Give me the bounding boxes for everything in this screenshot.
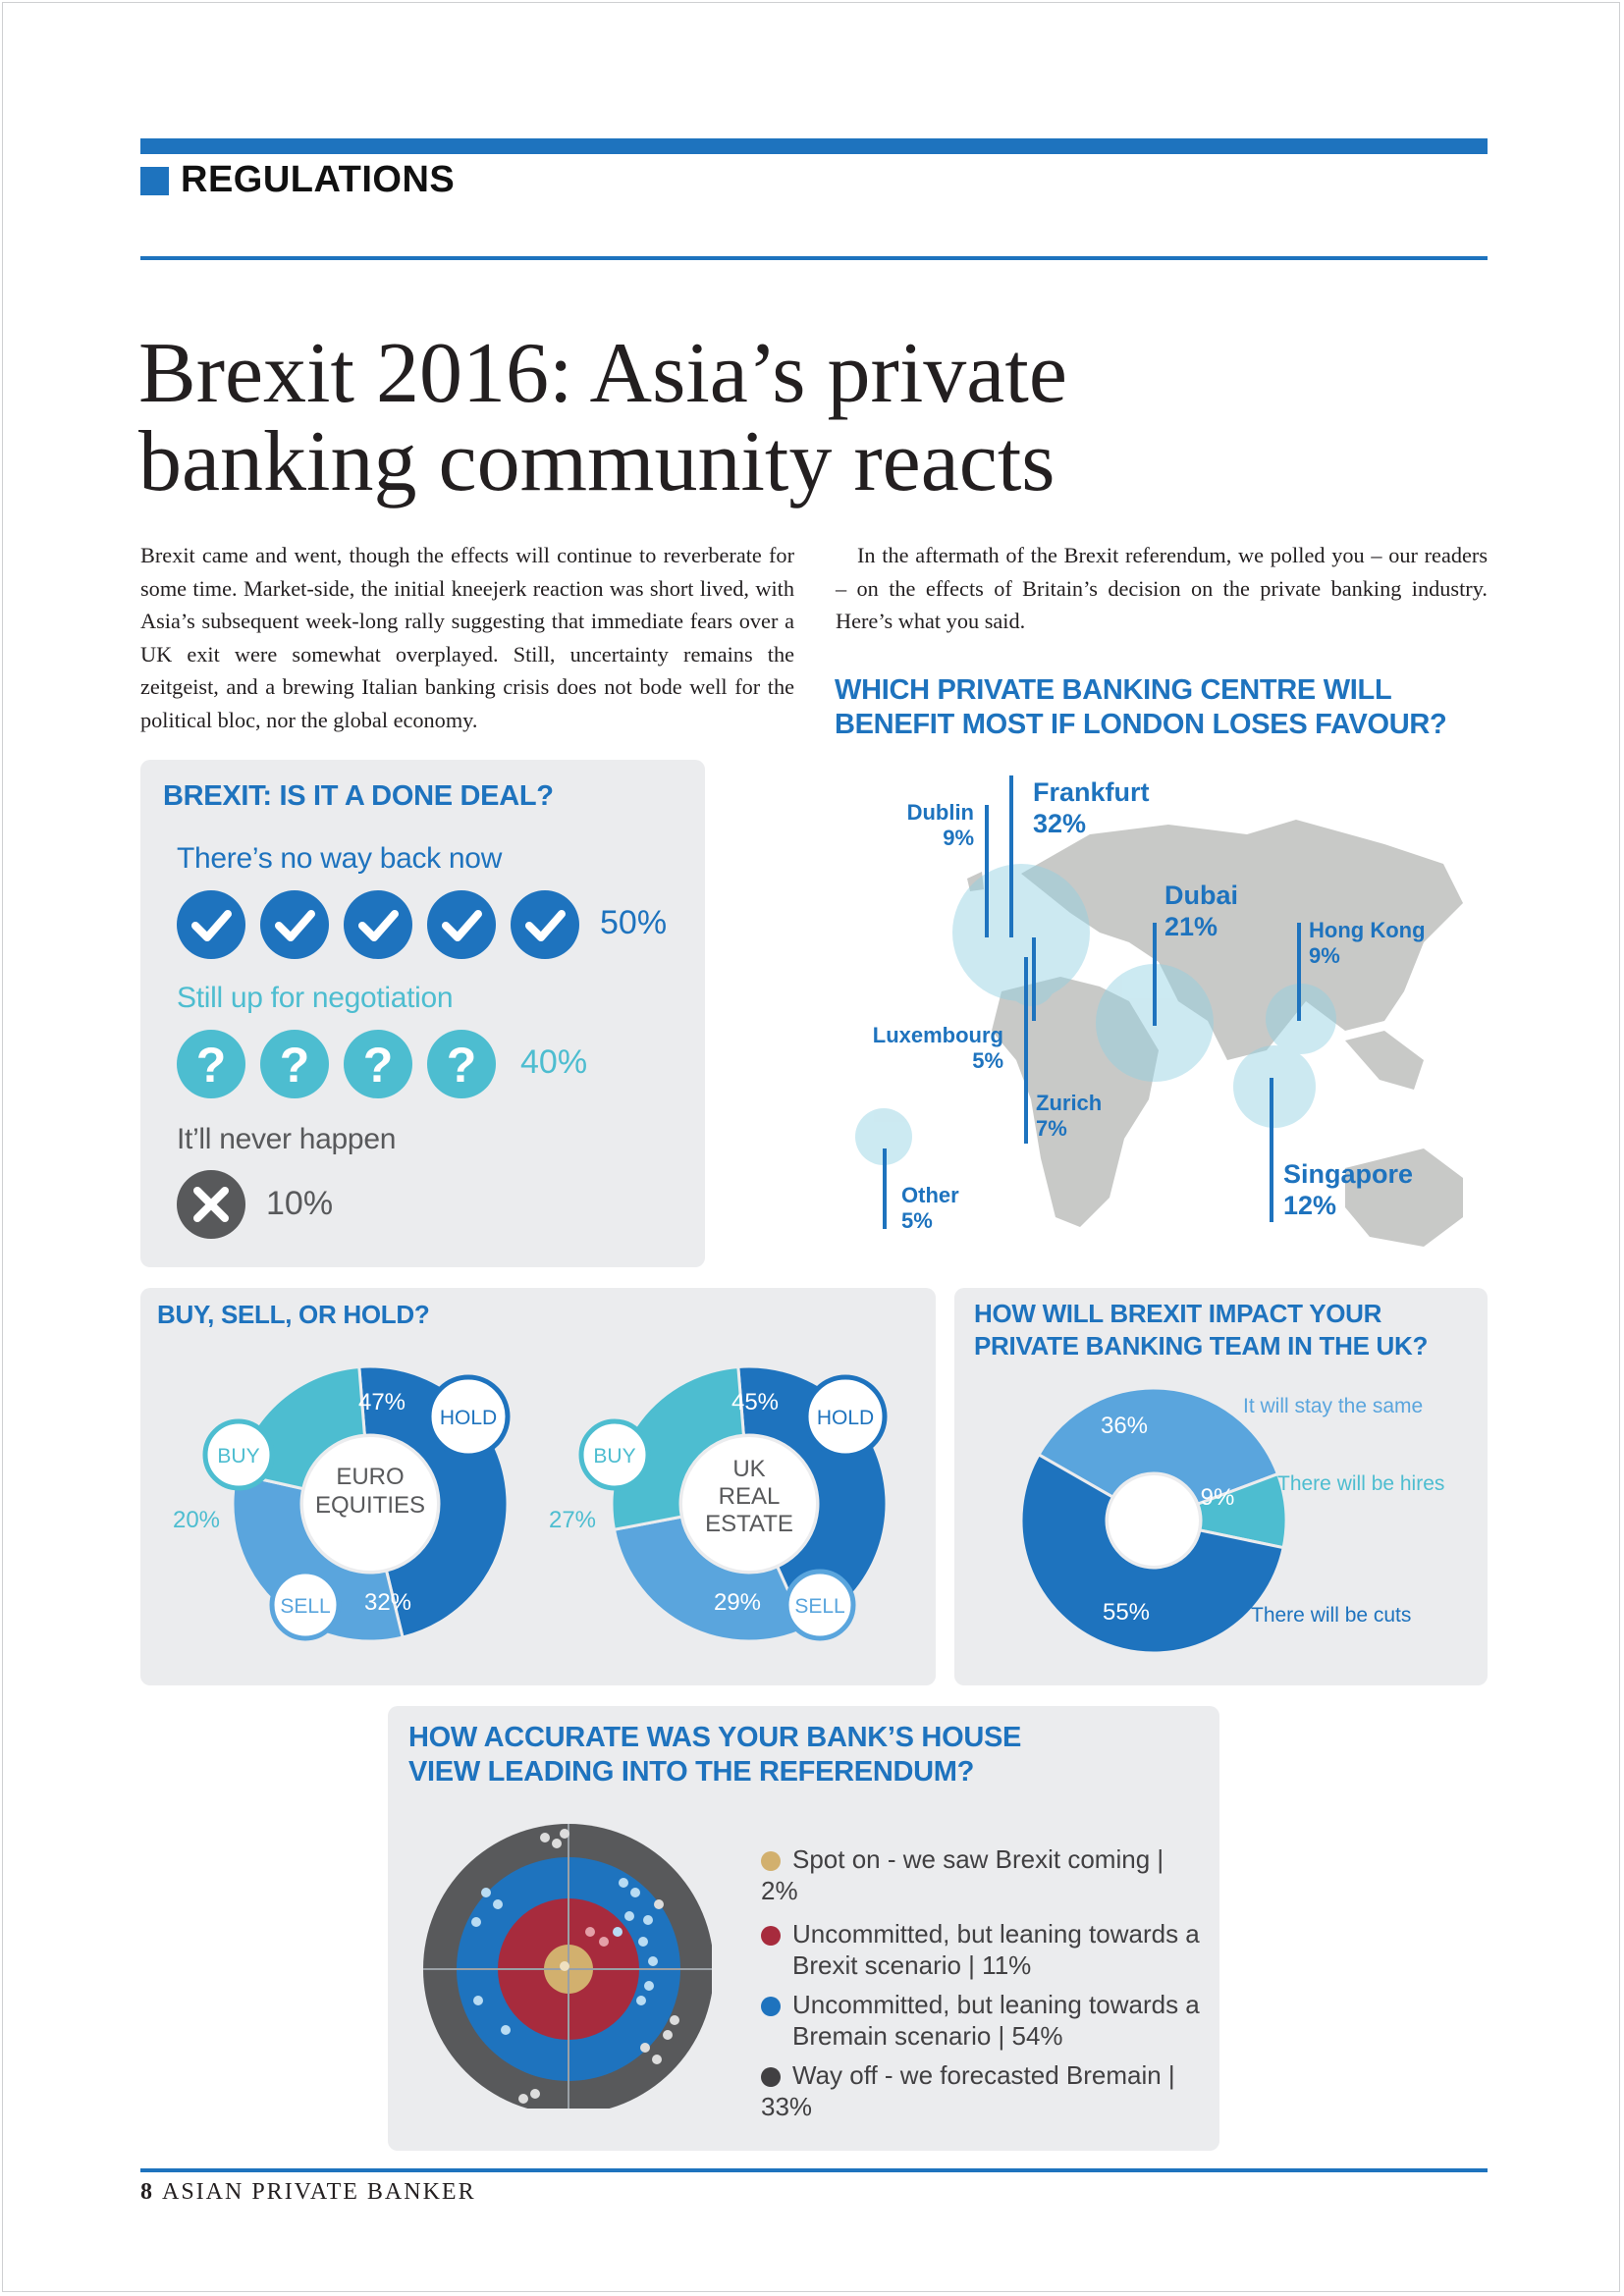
- map-label-luxembourg: Luxembourg 5%: [872, 1023, 1003, 1073]
- donut-team-impact: [1021, 1388, 1286, 1653]
- accuracy-legend: [761, 1843, 1203, 2122]
- headline-line-2: banking community reacts: [138, 414, 1056, 509]
- team-value-hires: 9%: [1200, 1484, 1235, 1511]
- red-dot-icon: [761, 1926, 781, 1946]
- check-circle-icon: [260, 890, 329, 959]
- question-icons: [175, 1028, 499, 1102]
- footer: [140, 2179, 476, 2206]
- team-label-hires: There will be hires: [1277, 1472, 1445, 1495]
- buy-tag-uk: BUY: [593, 1445, 636, 1468]
- buy-tag-euro: BUY: [217, 1445, 260, 1468]
- buy-sell-title: BUY, SELL, OR HOLD?: [157, 1300, 430, 1329]
- row-negotiation-label: Still up for negotiation: [177, 982, 454, 1014]
- publication-name: ASIAN PRIVATE BANKER: [162, 2179, 476, 2205]
- team-title-line-1: HOW WILL BREXIT IMPACT YOUR: [974, 1299, 1382, 1328]
- legend-item-brexit: Uncommitted, but leaning towards a Brexit scenario | 11%: [761, 1918, 1203, 1981]
- dark-dot-icon: [761, 2067, 781, 2087]
- svg-text:?: ?: [279, 1038, 310, 1093]
- check-circle-icon: [427, 890, 496, 959]
- team-title-line-2: PRIVATE BANKING TEAM IN THE UK?: [974, 1331, 1429, 1361]
- team-pie: [954, 1288, 1488, 1685]
- gold-dot-icon: [761, 1851, 781, 1871]
- center-euro-2: EQUITIES: [314, 1492, 426, 1519]
- map-label-frankfurt: Frankfurt 32%: [1033, 777, 1150, 838]
- intro-column-1: Brexit came and went, though the effects will continue to reverberate for some time. Market-side, the initial kneejerk reaction was short lived, with Asia’s subsequent week-long rally suggesting that immediate fears over a UK exit were somewhat overplayed. Still, uncertainty remains the zeitgeist, and a brewing Italian banking crisis does not bode well for the political bloc, nor the global economy.: [140, 543, 794, 732]
- section-marker: [140, 167, 169, 195]
- buy-sell-donuts: [140, 1288, 936, 1685]
- sell-value-euro: 32%: [363, 1589, 412, 1616]
- section-title: REGULATIONS: [181, 159, 456, 200]
- sell-tag-euro: SELL: [280, 1595, 331, 1618]
- header-rule: [140, 138, 1488, 154]
- map-label-other: Other 5%: [901, 1183, 959, 1233]
- headline: [138, 326, 1218, 509]
- accuracy-title: [408, 1721, 1021, 1789]
- accuracy-title-line-1: HOW ACCURATE WAS YOUR BANK’S HOUSE: [408, 1722, 1022, 1753]
- map-label-hong-kong: Hong Kong 9%: [1309, 918, 1426, 968]
- hold-tag-euro: HOLD: [439, 1407, 498, 1429]
- row-negotiation-value: 40%: [520, 1043, 588, 1081]
- hold-tag-uk: HOLD: [816, 1407, 875, 1429]
- map-label-zurich: Zurich 7%: [1036, 1091, 1103, 1141]
- map-label-dublin: Dublin 9%: [906, 800, 974, 850]
- sell-tag-uk: SELL: [794, 1595, 845, 1618]
- blue-dot-icon: [761, 1997, 781, 2016]
- page-number: 8: [140, 2179, 154, 2205]
- done-deal-title: BREXIT: IS IT A DONE DEAL?: [163, 780, 554, 812]
- check-circle-icon: [344, 890, 412, 959]
- team-value-cuts: 55%: [1102, 1599, 1151, 1626]
- map-title-line-2: BENEFIT MOST IF LONDON LOSES FAVOUR?: [835, 709, 1447, 740]
- center-uk-1: UK: [732, 1456, 766, 1482]
- legend-item-spot-on: Spot on - we saw Brexit coming | 2%: [761, 1844, 1164, 1905]
- team-value-same: 36%: [1100, 1413, 1149, 1439]
- row-no-way-back-value: 50%: [600, 904, 668, 941]
- legend-item-way-off: Way off - we forecasted Bremain | 33%: [761, 2060, 1175, 2121]
- done-deal-panel: [140, 760, 705, 1267]
- svg-text:?: ?: [195, 1038, 227, 1093]
- team-label-cuts: There will be cuts: [1251, 1604, 1412, 1627]
- accuracy-title-line-2: VIEW LEADING INTO THE REFERENDUM?: [408, 1756, 975, 1788]
- row-never-value: 10%: [266, 1185, 334, 1222]
- header-underline: [140, 256, 1488, 260]
- donut-hole: [1109, 1475, 1199, 1566]
- svg-text:?: ?: [446, 1038, 477, 1093]
- map-title: [835, 673, 1446, 742]
- sell-value-uk: 29%: [713, 1589, 762, 1616]
- buy-value-euro: 20%: [172, 1507, 221, 1533]
- check-icons: [175, 888, 587, 963]
- legend-item-bremain: Uncommitted, but leaning towards a Bremain scenario | 54%: [761, 1989, 1203, 2052]
- footer-rule: [140, 2168, 1488, 2172]
- row-never-label: It’ll never happen: [177, 1123, 397, 1155]
- accuracy-panel: [388, 1706, 1219, 2151]
- team-label-same: It will stay the same: [1243, 1395, 1424, 1417]
- hold-value-uk: 45%: [731, 1389, 780, 1415]
- map-title-line-1: WHICH PRIVATE BANKING CENTRE WILL: [835, 674, 1392, 706]
- check-circle-icon: [177, 890, 245, 959]
- center-uk-3: ESTATE: [705, 1511, 793, 1537]
- target-graphic: [417, 1814, 712, 2109]
- row-no-way-back-label: There’s no way back now: [177, 842, 503, 875]
- svg-text:?: ?: [362, 1038, 394, 1093]
- cross-circle-icon: [175, 1168, 249, 1243]
- map-label-dubai: Dubai 21%: [1164, 881, 1239, 941]
- center-euro-1: EURO: [336, 1464, 405, 1490]
- check-circle-icon: [511, 890, 579, 959]
- intro-column-2: In the aftermath of the Brexit referendum, we polled you – our readers – on the effects of Britain’s decision on the private banking industry. Here’s what you said.: [836, 543, 1488, 634]
- center-uk-2: REAL: [718, 1483, 781, 1510]
- map-label-singapore: Singapore 12%: [1283, 1159, 1414, 1220]
- buy-value-uk: 27%: [548, 1507, 597, 1533]
- headline-line-1: Brexit 2016: Asia’s private: [138, 326, 1067, 421]
- hold-value-euro: 47%: [357, 1389, 406, 1415]
